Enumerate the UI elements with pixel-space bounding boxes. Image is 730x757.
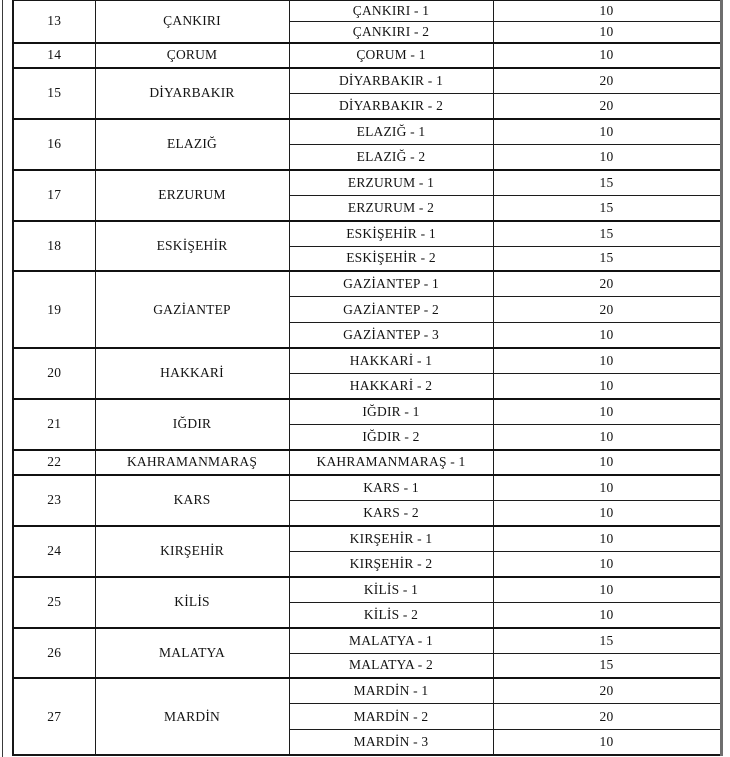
district-cell: ERZURUM - 1 <box>289 170 493 195</box>
quota-cell: 15 <box>493 195 721 220</box>
province-cell: KIRŞEHİR <box>95 526 289 577</box>
table-row <box>13 399 721 424</box>
quota-cell: 15 <box>493 246 721 271</box>
table-row <box>13 450 721 475</box>
quota-cell: 10 <box>493 729 721 754</box>
district-cell: MALATYA - 1 <box>289 628 493 653</box>
district-cell: ÇANKIRI - 2 <box>289 22 493 43</box>
quota-cell: 15 <box>493 221 721 246</box>
quota-cell: 20 <box>493 93 721 118</box>
quota-cell: 10 <box>493 22 721 43</box>
row-number-cell: 23 <box>13 475 95 526</box>
district-cell: ÇANKIRI - 1 <box>289 1 493 22</box>
district-cell: ELAZIĞ - 1 <box>289 119 493 144</box>
row-number-cell: 20 <box>13 348 95 399</box>
quota-cell: 10 <box>493 526 721 551</box>
province-cell: GAZİANTEP <box>95 271 289 347</box>
quota-cell: 10 <box>493 500 721 525</box>
row-number-cell: 27 <box>13 678 95 754</box>
district-cell: ELAZIĞ - 2 <box>289 144 493 169</box>
district-cell: KARS - 1 <box>289 475 493 500</box>
district-cell: KARS - 2 <box>289 500 493 525</box>
table-row <box>13 475 721 500</box>
table-row <box>13 68 721 93</box>
district-cell: KİLİS - 1 <box>289 577 493 602</box>
quota-cell: 20 <box>493 271 721 296</box>
province-cell: HAKKARİ <box>95 348 289 399</box>
row-number-cell: 16 <box>13 119 95 170</box>
row-number-cell: 13 <box>13 1 95 43</box>
row-number-cell: 22 <box>13 450 95 475</box>
table-row <box>13 119 721 144</box>
row-number-cell: 21 <box>13 399 95 450</box>
table-row <box>13 170 721 195</box>
district-cell: KAHRAMANMARAŞ - 1 <box>289 450 493 475</box>
district-cell: GAZİANTEP - 1 <box>289 271 493 296</box>
district-cell: GAZİANTEP - 3 <box>289 322 493 347</box>
row-number-cell: 17 <box>13 170 95 221</box>
district-cell: MARDİN - 2 <box>289 704 493 729</box>
quota-cell: 10 <box>493 602 721 627</box>
quota-cell: 10 <box>493 424 721 449</box>
province-quota-table <box>12 0 723 756</box>
district-cell: MARDİN - 3 <box>289 729 493 754</box>
district-cell: IĞDIR - 1 <box>289 399 493 424</box>
table-row <box>13 221 721 246</box>
quota-cell: 15 <box>493 653 721 678</box>
province-cell: ESKİŞEHİR <box>95 221 289 272</box>
row-number-cell: 26 <box>13 628 95 679</box>
quota-cell: 10 <box>493 348 721 373</box>
row-number-cell: 24 <box>13 526 95 577</box>
province-cell: ELAZIĞ <box>95 119 289 170</box>
district-cell: HAKKARİ - 1 <box>289 348 493 373</box>
row-number-cell: 25 <box>13 577 95 628</box>
district-cell: ERZURUM - 2 <box>289 195 493 220</box>
district-cell: MALATYA - 2 <box>289 653 493 678</box>
quota-cell: 20 <box>493 704 721 729</box>
province-cell: ÇORUM <box>95 43 289 68</box>
district-cell: DİYARBAKIR - 2 <box>289 93 493 118</box>
quota-cell: 10 <box>493 373 721 398</box>
row-number-cell: 19 <box>13 271 95 347</box>
quota-cell: 10 <box>493 475 721 500</box>
quota-cell: 10 <box>493 399 721 424</box>
quota-cell: 10 <box>493 1 721 22</box>
province-cell: IĞDIR <box>95 399 289 450</box>
district-cell: GAZİANTEP - 2 <box>289 297 493 322</box>
province-cell: ÇANKIRI <box>95 1 289 43</box>
province-cell: KARS <box>95 475 289 526</box>
table-row <box>13 1 721 22</box>
quota-cell: 10 <box>493 144 721 169</box>
province-cell: MARDİN <box>95 678 289 754</box>
district-cell: KIRŞEHİR - 2 <box>289 551 493 576</box>
table-row <box>13 628 721 653</box>
table-row <box>13 271 721 296</box>
province-cell: KİLİS <box>95 577 289 628</box>
district-cell: KİLİS - 2 <box>289 602 493 627</box>
quota-cell: 10 <box>493 450 721 475</box>
table-row <box>13 678 721 703</box>
quota-cell: 10 <box>493 322 721 347</box>
province-cell: KAHRAMANMARAŞ <box>95 450 289 475</box>
quota-cell: 10 <box>493 551 721 576</box>
district-cell: HAKKARİ - 2 <box>289 373 493 398</box>
row-number-cell: 15 <box>13 68 95 119</box>
district-cell: DİYARBAKIR - 1 <box>289 68 493 93</box>
province-cell: MALATYA <box>95 628 289 679</box>
district-cell: KIRŞEHİR - 1 <box>289 526 493 551</box>
quota-cell: 20 <box>493 297 721 322</box>
row-number-cell: 18 <box>13 221 95 272</box>
table-row <box>13 43 721 68</box>
table-row <box>13 577 721 602</box>
province-cell: DİYARBAKIR <box>95 68 289 119</box>
quota-cell: 15 <box>493 628 721 653</box>
page-margin-line <box>2 0 3 757</box>
province-cell: ERZURUM <box>95 170 289 221</box>
quota-cell: 15 <box>493 170 721 195</box>
table-row <box>13 526 721 551</box>
district-cell: ESKİŞEHİR - 1 <box>289 221 493 246</box>
district-cell: ESKİŞEHİR - 2 <box>289 246 493 271</box>
province-quota-table-body <box>13 1 721 755</box>
table-row <box>13 348 721 373</box>
quota-cell: 10 <box>493 119 721 144</box>
quota-cell: 20 <box>493 68 721 93</box>
district-cell: ÇORUM - 1 <box>289 43 493 68</box>
row-number-cell: 14 <box>13 43 95 68</box>
quota-cell: 10 <box>493 43 721 68</box>
quota-cell: 20 <box>493 678 721 703</box>
district-cell: IĞDIR - 2 <box>289 424 493 449</box>
district-cell: MARDİN - 1 <box>289 678 493 703</box>
quota-cell: 10 <box>493 577 721 602</box>
